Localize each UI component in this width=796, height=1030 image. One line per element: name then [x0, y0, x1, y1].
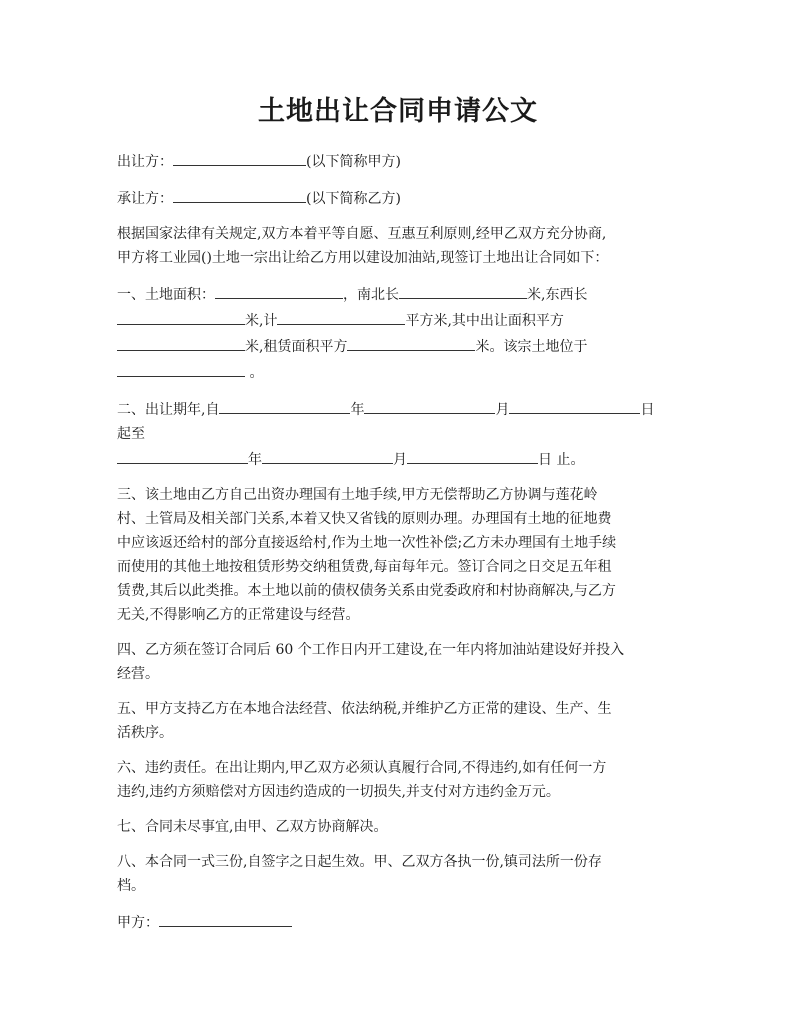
s2-text-d: 日: [640, 402, 655, 418]
section-2-line-3: [117, 446, 687, 472]
transferor-line: [117, 148, 687, 174]
s1-text-h: 。: [249, 365, 264, 381]
start-day-blank: [509, 396, 640, 414]
s2-text-b: 年: [350, 402, 365, 418]
section-3-line-5: 赁费,其后以此类推。本土地以前的债权债务关系由党委政府和村协商解决,与乙方: [117, 583, 616, 599]
intro-line-2: 甲方将工业园()土地一宗出让给乙方用以建设加油站,现签订土地出让合同如下：: [117, 250, 609, 266]
land-location-blank: [117, 359, 245, 377]
section-6-line-2: 违约,违约方须赔偿对方因违约造成的一切损失,并支付对方违约金万元。: [117, 784, 560, 800]
s1-text-a: 一、土地面积：: [117, 287, 215, 303]
lease-area-blank: [347, 333, 475, 351]
transferee-suffix: (以下简称乙方): [306, 191, 401, 207]
section-3-line-2: 村、土管局及相关部门关系,本着又快又省钱的原则办理。办理国有土地的征地费: [117, 511, 612, 527]
section-2-line-1: [117, 396, 687, 422]
party-a-label: 甲方：: [117, 915, 159, 931]
section-4-line-1: 四、乙方须在签订合同后 60 个工作日内开工建设,在一年内将加油站建设好并投入: [117, 642, 625, 658]
s2-text-f: 年: [248, 452, 262, 468]
s2-text-h: 日 止。: [538, 452, 585, 468]
party-a-signature-blank: [159, 909, 292, 927]
east-west-length-blank: [117, 307, 245, 325]
start-year-blank: [219, 396, 350, 414]
section-7-line-1: 七、合同未尽事宜,由甲、乙双方协商解决。: [117, 819, 388, 835]
north-south-length-blank: [399, 281, 527, 299]
section-5-support: [117, 697, 687, 745]
end-month-blank: [262, 446, 393, 464]
end-year-blank: [117, 446, 248, 464]
section-6-line-1: 六、违约责任。在出让期内,甲乙双方必须认真履行合同,不得违约,如有任何一方: [117, 760, 607, 776]
section-3-procedures: [117, 483, 687, 627]
intro-line-1: 根据国家法律有关规定,双方本着平等自愿、互惠互利原则,经甲乙双方充分协商,: [117, 226, 607, 242]
section-2-transfer-period: [117, 396, 687, 472]
start-month-blank: [364, 396, 495, 414]
s2-text-a: 二、出让期年,自: [117, 402, 220, 418]
section-4-line-2: 经营。: [117, 666, 159, 682]
transferor-blank: [173, 148, 306, 166]
section-1-line-4: [117, 359, 687, 385]
section-3-line-1: 三、该土地由乙方自己出资办理国有土地手续,甲方无偿帮助乙方协调与莲花岭: [117, 487, 598, 503]
section-5-line-1: 五、甲方支持乙方在本地合法经营、依法纳税,并维护乙方正常的建设、生产、生: [117, 701, 612, 717]
s1-text-b: ，南北长: [343, 287, 399, 303]
transferee-blank: [173, 185, 306, 203]
transfer-area-blank: [117, 333, 245, 351]
section-2-line-2: 起至: [117, 426, 145, 442]
s1-text-g: 米。该宗土地位于: [475, 339, 588, 355]
s2-text-g: 月: [393, 452, 407, 468]
s1-text-e: 平方米,其中出让面积平方: [405, 313, 564, 329]
transferor-suffix: (以下简称甲方): [306, 154, 401, 170]
document-title: 土地出让合同申请公文: [258, 96, 538, 127]
section-6-breach: [117, 756, 687, 804]
s1-text-c: 米,东西长: [527, 287, 588, 303]
section-5-line-2: 活秩序。: [117, 725, 173, 741]
total-area-blank: [277, 307, 405, 325]
section-3-line-4: 而使用的其他土地按租赁形势交纳租赁费,每亩每年元。签订合同之日交足五年租: [117, 559, 612, 575]
section-8-line-1: 八、本合同一式三份,自签字之日起生效。甲、乙双方各执一份,镇司法所一份存: [117, 854, 602, 870]
section-8-copies: [117, 850, 687, 898]
s2-text-c: 月: [495, 402, 510, 418]
section-1-line-3: [117, 333, 687, 359]
section-4-construction: [117, 638, 687, 686]
transferee-label: 承让方：: [117, 191, 173, 207]
section-1-land-area: [117, 281, 687, 385]
section-8-line-2: 档。: [117, 878, 145, 894]
section-3-line-3: 中应该返还给村的部分直接返给村,作为土地一次性补偿;乙方未办理国有土地手续: [117, 535, 617, 551]
document-body: [117, 148, 687, 946]
end-day-blank: [407, 446, 538, 464]
party-a-signature-line: [117, 909, 687, 935]
transferee-line: [117, 185, 687, 211]
intro-paragraph: [117, 222, 687, 270]
land-area-blank: [215, 281, 343, 299]
section-1-line-1: [117, 281, 687, 307]
section-3-line-6: 无关,不得影响乙方的正常建设与经营。: [117, 607, 360, 623]
s1-text-d: 米,计: [245, 313, 278, 329]
s1-text-f: 米,租赁面积平方: [245, 339, 348, 355]
transferor-label: 出让方：: [117, 154, 173, 170]
section-1-line-2: [117, 307, 687, 333]
section-7-unresolved: [117, 815, 687, 839]
